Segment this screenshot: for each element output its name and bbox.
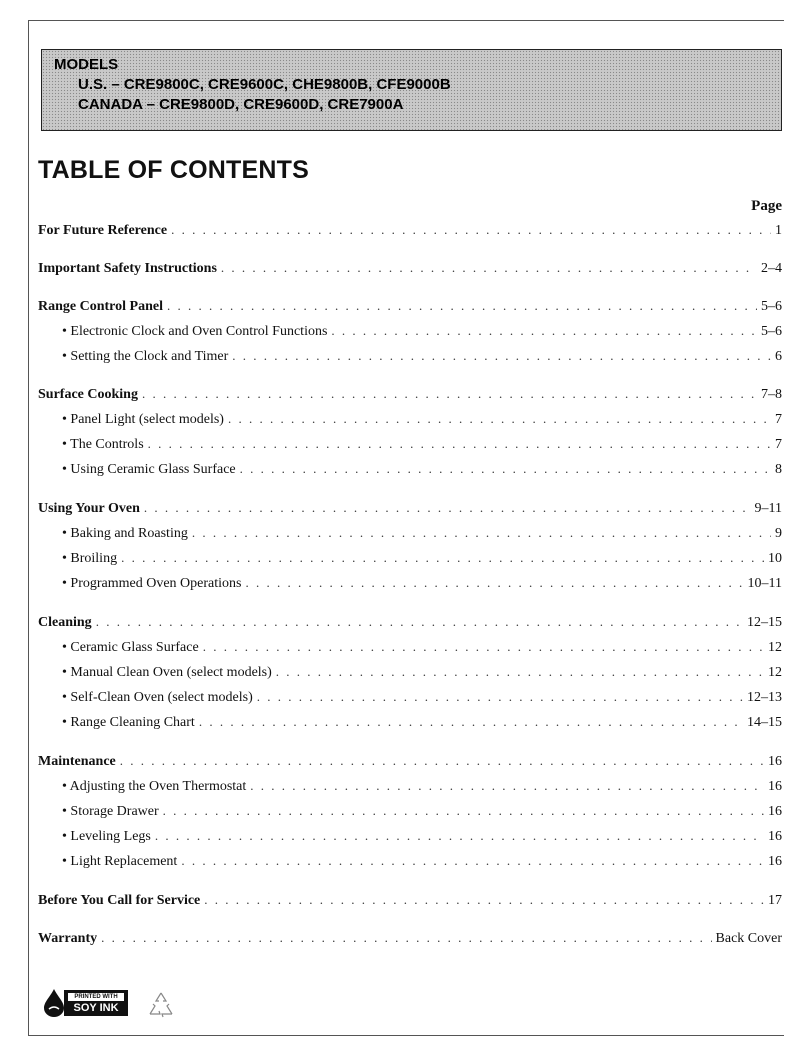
toc-entry-page: 9 [775, 526, 782, 541]
toc-entry[interactable] [38, 930, 782, 950]
soy-ink-bottom-text: SOY INK [73, 1002, 119, 1014]
toc-entry-label: • Baking and Roasting [62, 526, 188, 541]
toc-subentry[interactable] [38, 853, 782, 873]
toc-subentry[interactable] [38, 525, 782, 545]
toc-entry[interactable] [38, 500, 782, 520]
dot-leader [155, 828, 764, 844]
dot-leader [120, 753, 764, 769]
toc-entry-page: 1 [775, 223, 782, 238]
toc-entry-label: • Manual Clean Oven (select models) [62, 665, 272, 680]
toc-subentry[interactable] [38, 639, 782, 659]
toc-entry-page: 10–11 [747, 576, 782, 591]
dot-leader [204, 892, 764, 908]
toc-entry-label: • Broiling [62, 551, 118, 566]
toc-subentry[interactable] [38, 550, 782, 570]
toc-subentry[interactable] [38, 714, 782, 734]
toc-entry-page: 7 [775, 437, 782, 452]
toc-entry-page: 8 [775, 462, 782, 477]
dot-leader [228, 411, 771, 427]
toc-entry-label: • Self-Clean Oven (select models) [62, 690, 253, 705]
toc-entry-page: 16 [768, 804, 782, 819]
toc-entry-label: Before You Call for Service [38, 893, 201, 908]
toc-subentry[interactable] [38, 778, 782, 798]
toc-entry-page: 9–11 [754, 501, 782, 516]
recycle-icon [146, 990, 176, 1020]
dot-leader [221, 260, 757, 276]
dot-leader [250, 778, 764, 794]
toc-entry-label: Cleaning [38, 615, 92, 630]
toc-entry-label: • Programmed Oven Operations [62, 576, 242, 591]
models-heading: MODELS [54, 56, 119, 73]
toc-subentry[interactable] [38, 689, 782, 709]
toc-entry-label: For Future Reference [38, 223, 168, 238]
toc-entry-page: 12–15 [747, 615, 782, 630]
dot-leader [192, 525, 771, 541]
toc-entry-label: • Ceramic Glass Surface [62, 640, 199, 655]
page-title: TABLE OF CONTENTS [38, 156, 309, 184]
toc-entry[interactable] [38, 298, 782, 318]
toc-entry[interactable] [38, 614, 782, 634]
toc-entry-page: 5–6 [761, 299, 782, 314]
toc-entry-page: 12 [768, 640, 782, 655]
toc-entry-page: 16 [768, 779, 782, 794]
toc-subentry[interactable] [38, 664, 782, 684]
dot-leader [240, 461, 771, 477]
toc-entry-label: • The Controls [62, 437, 144, 452]
soy-ink-top-text: PRINTED WITH [68, 993, 124, 1001]
toc-entry-label: Maintenance [38, 754, 116, 769]
toc-entry-page: 16 [768, 754, 782, 769]
toc-entry-label: • Leveling Legs [62, 829, 151, 844]
toc-entry-label: Using Your Oven [38, 501, 140, 516]
toc-entry-label: Important Safety Instructions [38, 261, 217, 276]
toc-subentry[interactable] [38, 461, 782, 481]
dot-leader [142, 386, 757, 402]
dot-leader [167, 298, 757, 314]
toc-entry-page: 2–4 [761, 261, 782, 276]
soy-ink-badge [64, 990, 128, 1016]
toc-entry[interactable] [38, 260, 782, 280]
dot-leader [181, 853, 764, 869]
toc-entry-page: 6 [775, 349, 782, 364]
toc-entry-label: • Adjusting the Oven Thermostat [62, 779, 247, 794]
dot-leader [163, 803, 764, 819]
toc-subentry[interactable] [38, 803, 782, 823]
page-column-header: Page [751, 198, 782, 214]
toc-entry-page: 7–8 [761, 387, 782, 402]
toc-entry-page: 12 [768, 665, 782, 680]
dot-leader [171, 222, 771, 238]
toc-entry-label: • Panel Light (select models) [62, 412, 224, 427]
toc-entry-label: • Setting the Clock and Timer [62, 349, 229, 364]
soy-ink-logo-icon [42, 986, 132, 1020]
toc-entry-page: 14–15 [747, 715, 782, 730]
models-box [41, 49, 782, 131]
toc-subentry[interactable] [38, 323, 782, 343]
models-us: U.S. – CRE9800C, CRE9600C, CHE9800B, CFE9000B [78, 76, 451, 93]
dot-leader [203, 639, 764, 655]
toc-entry-label: • Range Cleaning Chart [62, 715, 195, 730]
toc-entry-label: • Electronic Clock and Oven Control Functions [62, 324, 328, 339]
dot-leader [232, 348, 771, 364]
toc-entry-page: 7 [775, 412, 782, 427]
toc-entry-label: Warranty [38, 931, 98, 946]
toc-entry-label: • Storage Drawer [62, 804, 159, 819]
toc-entry-label: • Using Ceramic Glass Surface [62, 462, 236, 477]
models-canada: CANADA – CRE9800D, CRE9600D, CRE7900A [78, 96, 404, 113]
toc-entry[interactable] [38, 222, 782, 242]
dot-leader [96, 614, 743, 630]
dot-leader [199, 714, 743, 730]
toc-entry[interactable] [38, 386, 782, 406]
toc-entry-page: 16 [768, 854, 782, 869]
toc-subentry[interactable] [38, 575, 782, 595]
dot-leader [144, 500, 751, 516]
toc-entry-label: • Light Replacement [62, 854, 178, 869]
toc-entry-page: 10 [768, 551, 782, 566]
toc-subentry[interactable] [38, 828, 782, 848]
toc-entry-page: 16 [768, 829, 782, 844]
toc-entry-page: 17 [768, 893, 782, 908]
toc-entry-page: Back Cover [715, 931, 782, 946]
dot-leader [276, 664, 764, 680]
toc-entry-label: Surface Cooking [38, 387, 138, 402]
dot-leader [331, 323, 757, 339]
toc-subentry[interactable] [38, 411, 782, 431]
ink-drop-icon [42, 988, 66, 1018]
toc-subentry[interactable] [38, 348, 782, 368]
dot-leader [148, 436, 771, 452]
dot-leader [257, 689, 743, 705]
toc-entry[interactable] [38, 753, 782, 773]
toc-entry-page: 5–6 [761, 324, 782, 339]
toc-entry[interactable] [38, 892, 782, 912]
dot-leader [245, 575, 743, 591]
dot-leader [121, 550, 764, 566]
toc-subentry[interactable] [38, 436, 782, 456]
dot-leader [101, 930, 711, 946]
toc-entry-page: 12–13 [747, 690, 782, 705]
toc-entry-label: Range Control Panel [38, 299, 163, 314]
